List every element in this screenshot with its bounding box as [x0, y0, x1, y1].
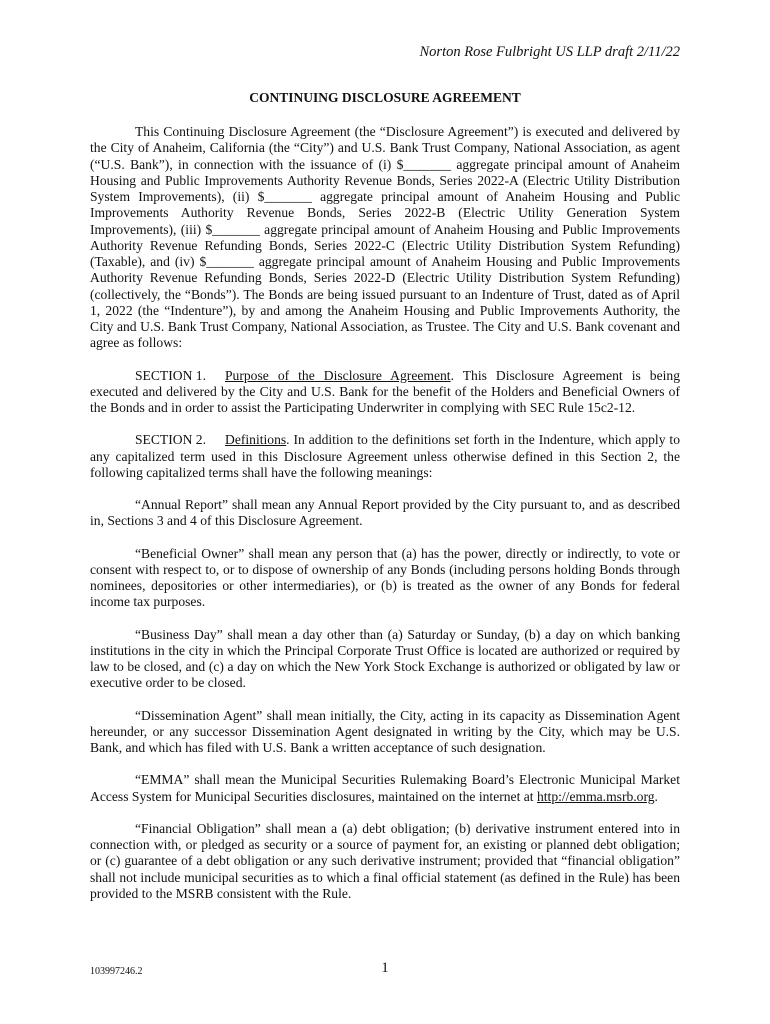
section-2-label: SECTION 2.: [135, 432, 206, 448]
section-2-text: . In addition to the definitions set forth in the Indenture, which apply to any capitalized term used in this Disclosure Agreement unless otherwise defined in this Section 2, the following capitalized terms shall have the following meanings:: [90, 432, 680, 480]
page-title: CONTINUING DISCLOSURE AGREEMENT: [249, 90, 521, 105]
section-1-heading: Purpose of the Disclosure Agreement: [225, 367, 451, 383]
section-1-label: SECTION 1.: [135, 367, 206, 383]
section-2-paragraph: [90, 432, 680, 481]
emma-link[interactable]: http://emma.msrb.org: [536, 788, 655, 804]
definition-emma: [90, 772, 680, 805]
draft-header: Norton Rose Fulbright US LLP draft 2/11/22: [419, 44, 680, 60]
definition-annual-report: “Annual Report” shall mean any Annual Report provided by the City pursuant to, and as described in, Sections 3 and 4 of this Disclosure Agreement.: [90, 497, 680, 529]
definition-emma-end: .: [654, 788, 658, 804]
footer-document-id: 103997246.2: [90, 966, 143, 977]
definition-financial-obligation: “Financial Obligation” shall mean a (a) debt obligation; (b) derivative instrument entered into in connection with, or pledged as security or a source of payment for, an existing or planned debt obligation; or (c) guarantee of a debt obligation or any such derivative instrument; provided that “financial obligation” shall not include municipal securities as to which a final official statement (as defined in the Rule) has been provided to the MSRB consistent with the Rule.: [90, 820, 680, 901]
section-2-heading: Definitions: [225, 432, 287, 448]
definition-dissemination-agent: “Dissemination Agent” shall mean initially, the City, acting in its capacity as Dissemination Agent hereunder, or any successor Dissemination Agent designated in writing by the City, which may be U.S. Bank, and which has filed with U.S. Bank a written acceptance of such designation.: [90, 707, 680, 755]
section-1-paragraph: [90, 368, 680, 417]
definition-emma-text: “EMMA” shall mean the Municipal Securities Rulemaking Board’s Electronic Municipal Market Access System for Municipal Securities disclosures, maintained on the internet at: [90, 772, 680, 804]
definition-beneficial-owner: “Beneficial Owner” shall mean any person that (a) has the power, directly or indirectly, to vote or consent with respect to, or to dispose of ownership of any Bonds (including persons holding Bonds through nominees, depositories or other intermediaries), or (b) is treated as the owner of any Bonds for federal income tax purposes.: [90, 545, 680, 610]
definition-business-day: “Business Day” shall mean a day other than (a) Saturday or Sunday, (b) a day on which banking institutions in the city in which the Principal Corporate Trust Office is located are authorized or required by law to be closed, and (c) a day on which the New York Stock Exchange is authorized or obligated by law or executive order to be closed.: [90, 626, 680, 691]
intro-paragraph: This Continuing Disclosure Agreement (the “Disclosure Agreement”) is executed and delivered by the City of Anaheim, California (the “City”) and U.S. Bank Trust Company, National Association, as agent (“U.S. Bank”), in connection with the issuance of (i) $_______ aggregate principal amount of Anaheim Housing and Public Improvements Authority Revenue Bonds, Series 2022-A (Electric Utility Distribution System Improvements), (ii) $_______ aggregate principal amount of Anaheim Housing and Public Improvements Authority Revenue Bonds, Series 2022-B (Electric Utility Generation System Improvements), (iii) $_______ aggregate principal amount of Anaheim Housing and Public Improvements Authority Revenue Refunding Bonds, Series 2022-C (Electric Utility Distribution System Refunding) (Taxable), and (iv) $_______ aggregate principal amount of Anaheim Housing and Public Improvements Authority Revenue Refunding Bonds, Series 2022-D (Electric Utility Distribution System Refunding) (collectively, the “Bonds”). The Bonds are being issued pursuant to an Indenture of Trust, dated as of April 1, 2022 (the “Indenture”), by and among the Anaheim Housing and Public Improvements Authority, the City and U.S. Bank Trust Company, National Association, as Trustee. The City and U.S. Bank covenant and agree as follows:: [90, 124, 680, 351]
section-1-text: . This Disclosure Agreement is being executed and delivered by the City and U.S. Bank for the benefit of the Holders and Beneficial Owners of the Bonds and in order to assist the Participating Underwriter in complying with SEC Rule 15c2-12.: [90, 367, 680, 415]
page-number: 1: [381, 960, 389, 976]
document-body: [90, 124, 680, 918]
